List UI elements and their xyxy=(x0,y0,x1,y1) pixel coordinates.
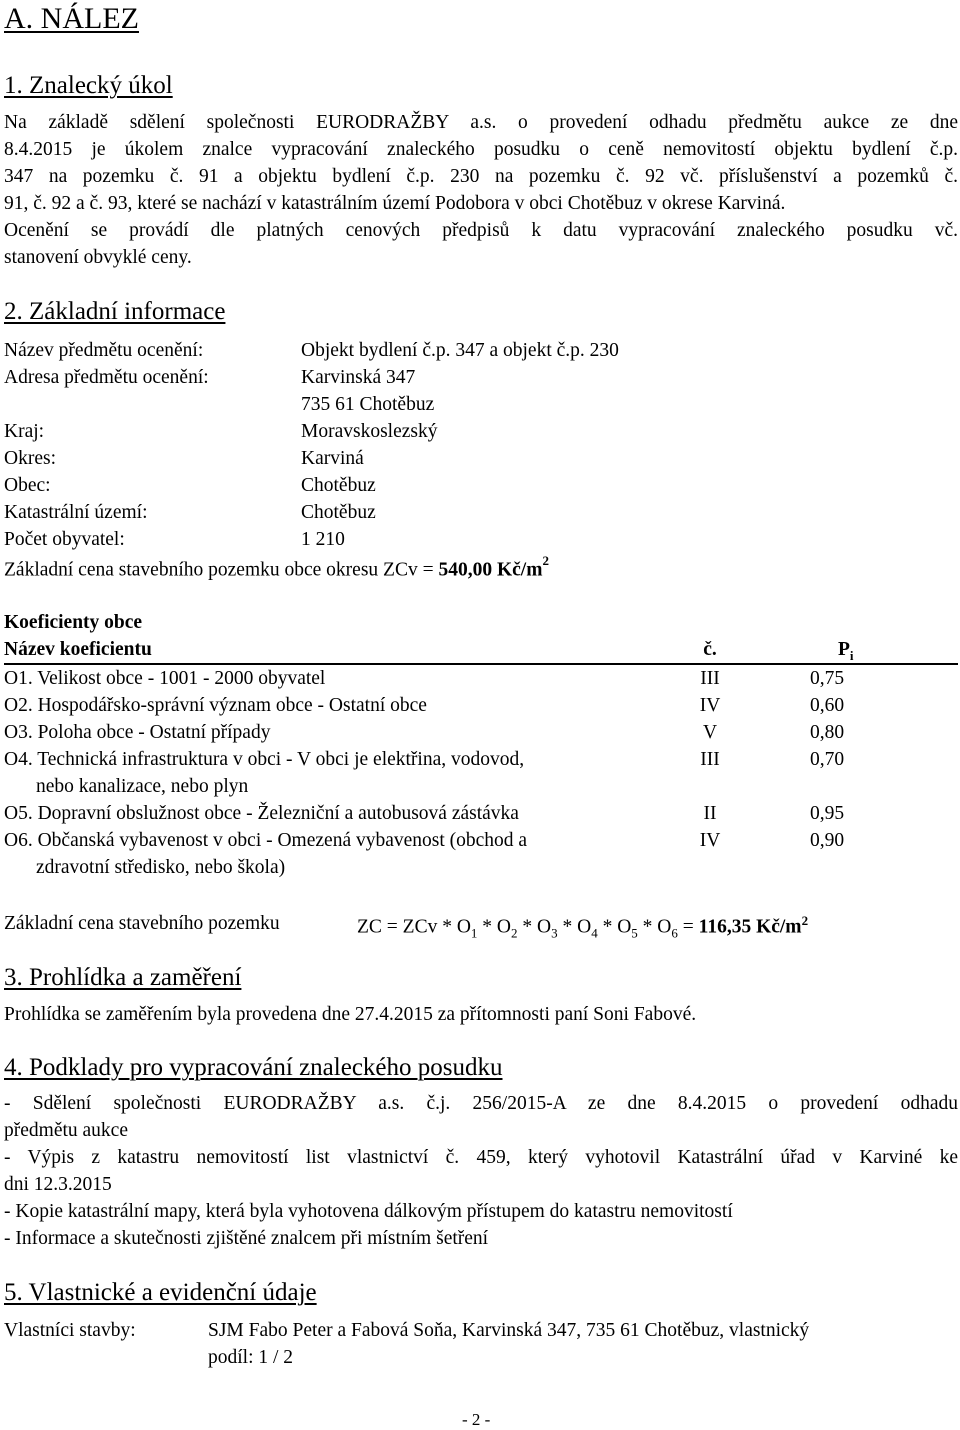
formula-expression: ZC = ZCv * $O_1 * O_2 * O_3 * O_4 * O_5 * O_6 = 116,35$ $Kč/m^2$ xyxy=(357,913,809,941)
info-label: Okres: xyxy=(4,448,56,469)
coefficient-row-num: IV xyxy=(699,830,721,851)
info-value: 1 210 xyxy=(301,529,345,550)
owners-value: SJM Fabo Peter a Fabová Soňa, Karvinská 347, 735 61 Chotěbuz, vlastnický xyxy=(208,1320,810,1341)
info-value: Chotěbuz xyxy=(301,502,376,523)
section-1-line: 8.4.2015 je úkolem znalce vypracování znaleckého posudku o ceně nemovitostí objektu bydlení č.p. xyxy=(4,139,958,160)
coefficient-row-num: V xyxy=(702,722,718,743)
section-2-title: 2. Základní informace xyxy=(4,298,226,325)
coefficient-row-value: 0,60 xyxy=(810,695,845,716)
coefficient-row-label-cont: zdravotní středisko, nebo škola) xyxy=(36,857,286,878)
base-price-line xyxy=(4,553,549,582)
section-1-line: stanovení obvyklé ceny. xyxy=(4,247,192,268)
section-1-line: 91, č. 92 a č. 93, které se nachází v katastrálním území Podobora v obci Chotěbuz v okrese Karviná. xyxy=(4,193,786,214)
info-label: Obec: xyxy=(4,475,51,496)
section-4-title: 4. Podklady pro vypracování znaleckého posudku xyxy=(4,1054,503,1081)
coefficient-row-num: III xyxy=(700,749,720,770)
formula-result: 116,35 Kč/m xyxy=(698,916,802,938)
section-1-line: Ocenění se provádí dle platných cenových předpisů k datu vypracování znaleckého posudku vč. xyxy=(4,220,958,241)
info-label: Katastrální území: xyxy=(4,502,148,523)
section-4-line: - Kopie katastrální mapy, která byla vyhotovena dálkovým přístupem do katastru nemovitostí xyxy=(4,1201,733,1222)
base-price-text: Základní cena stavebního pozemku obce okresu ZCv = xyxy=(4,559,439,581)
coefficients-header-rule xyxy=(4,663,958,665)
info-value: 735 61 Chotěbuz xyxy=(301,394,435,415)
info-value: Karviná xyxy=(301,448,364,469)
section-4-line: - Výpis z katastru nemovitostí list vlastnictví č. 459, který vyhotovil Katastrální úřad v Karviné ke xyxy=(4,1147,958,1168)
coefficient-row-num: II xyxy=(703,803,717,824)
section-5-title: 5. Vlastnické a evidenční údaje xyxy=(4,1279,317,1306)
base-price-value: 540,00 Kč/m xyxy=(438,559,543,581)
section-4-line: - Informace a skutečnosti zjištěné znalcem při místním šetření xyxy=(4,1228,489,1249)
info-value: Moravskoslezský xyxy=(301,421,438,442)
info-label: Adresa předmětu ocenění: xyxy=(4,367,209,388)
coefficient-row-label: O4. Technická infrastruktura v obci - V obci je elektřina, vodovod, xyxy=(4,749,525,770)
section-3-title: 3. Prohlídka a zaměření xyxy=(4,964,242,991)
base-price-exponent: 2 xyxy=(542,553,549,568)
coefficients-header-num: č. xyxy=(703,639,717,660)
coefficient-row-label: O1. Velikost obce - 1001 - 2000 obyvatel xyxy=(4,668,326,689)
coefficient-row-value: 0,95 xyxy=(810,803,845,824)
coefficient-row-value: 0,75 xyxy=(810,668,845,689)
coefficient-row-label: O6. Občanská vybavenost v obci - Omezená vybavenost (obchod a xyxy=(4,830,528,851)
info-label: Název předmětu ocenění: xyxy=(4,340,204,361)
coefficients-header-name: Název koeficientu xyxy=(4,639,152,660)
coefficients-title: Koeficienty obce xyxy=(4,612,143,633)
coefficient-row-label-cont: nebo kanalizace, nebo plyn xyxy=(36,776,249,797)
section-4-line: dni 12.3.2015 xyxy=(4,1174,112,1195)
coefficient-row-label: O3. Poloha obce - Ostatní případy xyxy=(4,722,271,743)
coefficient-row-label: O2. Hospodářsko-správní význam obce - Ostatní obce xyxy=(4,695,427,716)
owners-value-cont: podíl: 1 / 2 xyxy=(208,1347,294,1368)
coefficients-header-p: $P_i$ xyxy=(838,639,854,663)
section-1-line: 347 na pozemku č. 91 a objektu bydlení č.p. 230 na pozemku č. 92 vč. příslušenství a pozemků č. xyxy=(4,166,958,187)
info-label: Kraj: xyxy=(4,421,45,442)
section-4-line: předmětu aukce xyxy=(4,1120,128,1141)
formula-label: Základní cena stavebního pozemku xyxy=(4,913,280,934)
section-4-line: - Sdělení společnosti EURODRAŽBY a.s. č.j. 256/2015-A ze dne 8.4.2015 o provedení odhadu xyxy=(4,1093,958,1114)
info-value: Karvinská 347 xyxy=(301,367,416,388)
info-value: Objekt bydlení č.p. 347 a objekt č.p. 230 xyxy=(301,340,619,361)
section-1-line: Na základě sdělení společnosti EURODRAŽBY a.s. o provedení odhadu předmětu aukce ze dne xyxy=(4,112,958,133)
coefficient-row-value: 0,80 xyxy=(810,722,845,743)
document-heading: A. NÁLEZ xyxy=(4,2,139,35)
coefficient-row-num: IV xyxy=(699,695,721,716)
coefficient-row-value: 0,70 xyxy=(810,749,845,770)
owners-label: Vlastníci stavby: xyxy=(4,1320,136,1341)
coefficient-row-value: 0,90 xyxy=(810,830,845,851)
coefficient-row-num: III xyxy=(700,668,720,689)
coefficient-row-label: O5. Dopravní obslužnost obce - Železniční a autobusová zástávka xyxy=(4,803,519,824)
section-1-title: 1. Znalecký úkol xyxy=(4,72,173,99)
info-label: Počet obyvatel: xyxy=(4,529,125,550)
section-3-text: Prohlídka se zaměřením byla provedena dne 27.4.2015 za přítomnosti paní Soni Fabové. xyxy=(4,1004,697,1025)
page-number: - 2 - xyxy=(462,1410,491,1429)
info-value: Chotěbuz xyxy=(301,475,376,496)
